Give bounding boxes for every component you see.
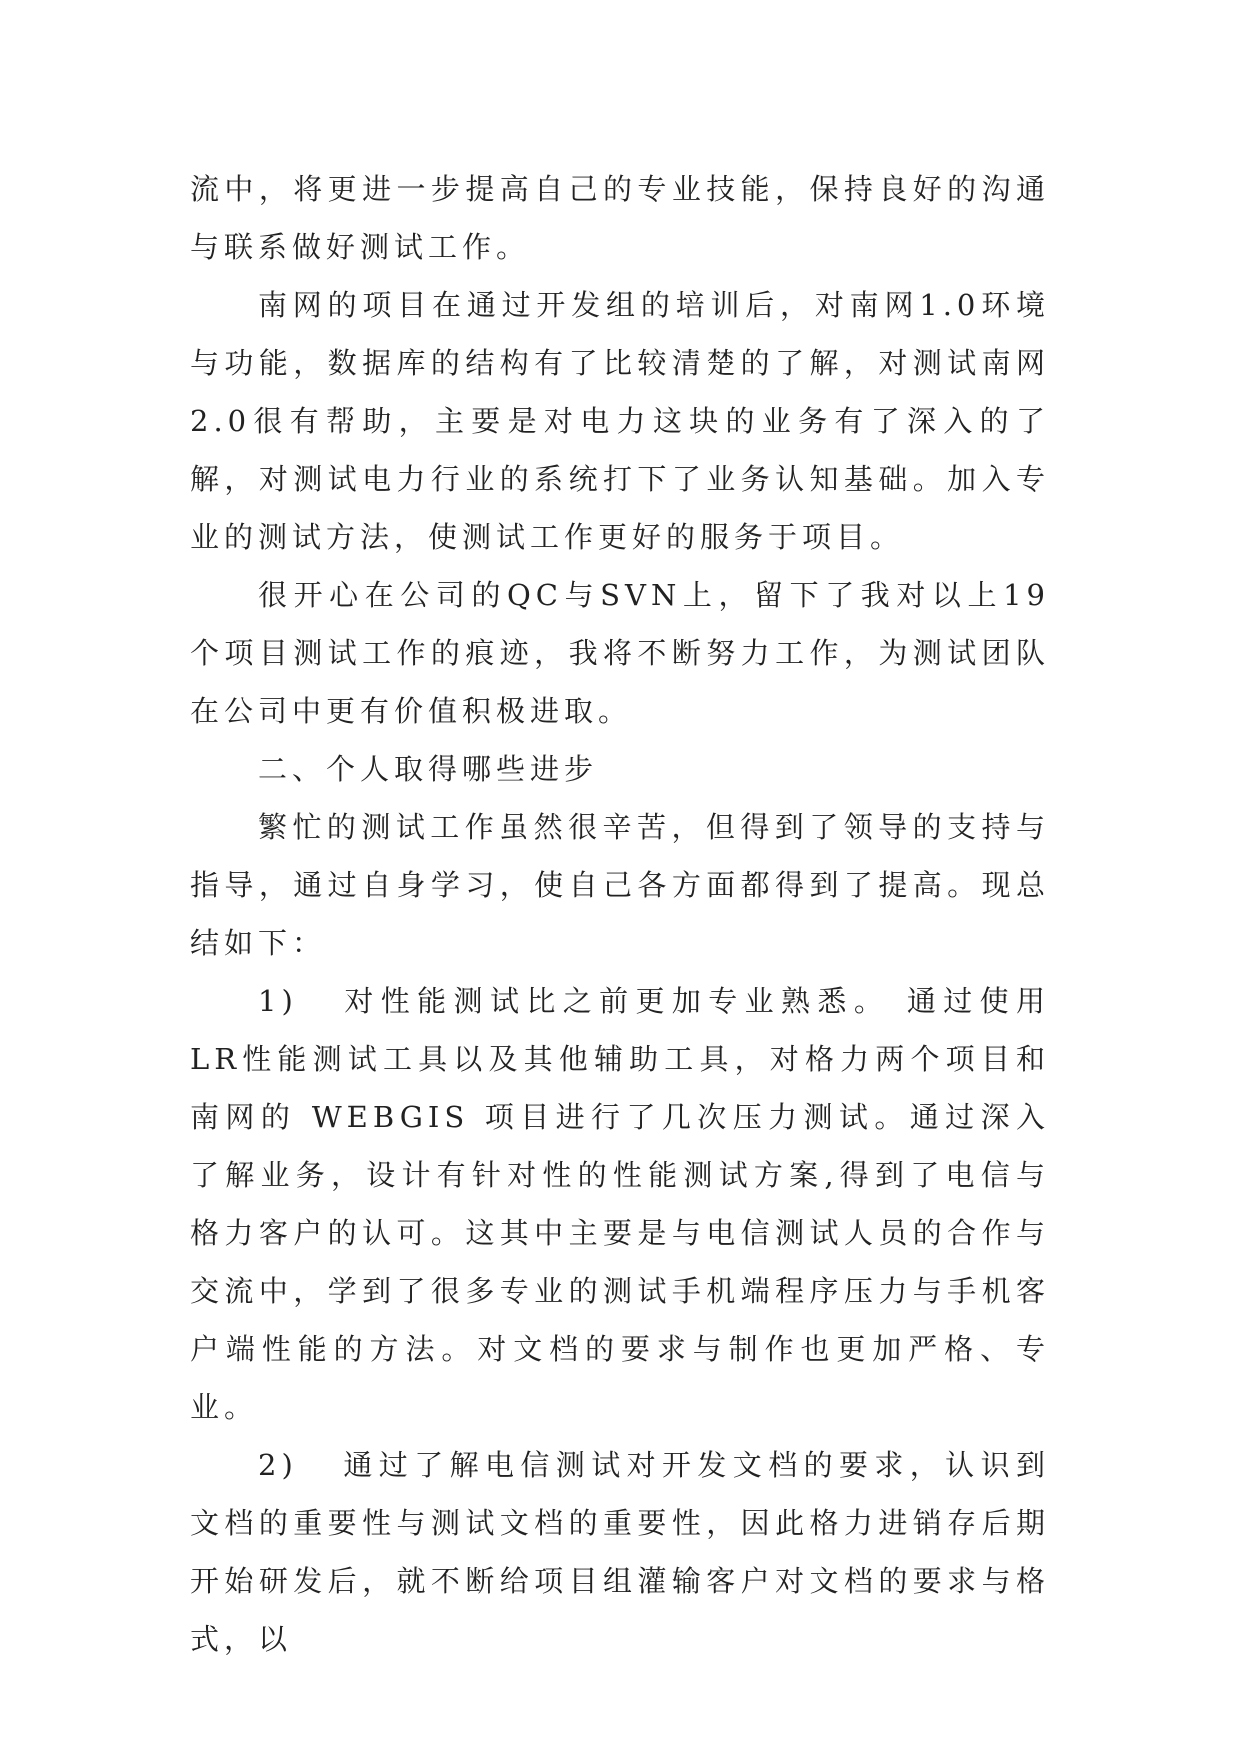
list-number: 2) (258, 1448, 298, 1482)
paragraph-summary-intro: 繁忙的测试工作虽然很辛苦，但得到了领导的支持与指导，通过自身学习，使自己各方面都得到了提高。现总结如下： (190, 810, 1050, 960)
paragraph-continuation: 流中，将更进一步提高自己的专业技能，保持良好的沟通与联系做好测试工作。 (190, 172, 1050, 264)
paragraph-qc-svn: 很开心在公司的QC与SVN上，留下了我对以上19个项目测试工作的痕迹，我将不断努力工作，为测试团队在公司中更有价值积极进取。 (190, 578, 1050, 728)
list-item-1 (190, 972, 1050, 1436)
paragraph-nanwang-project: 南网的项目在通过开发组的培训后，对南网1.0环境与功能，数据库的结构有了比较清楚的了解，对测试南网2.0很有帮助，主要是对电力这块的业务有了深入的了解，对测试电力行业的系统打下了业务认知基础。加入专业的测试方法，使测试工作更好的服务于项目。 (190, 288, 1050, 554)
document-body (190, 160, 1050, 1668)
list-item-text: 通过了解电信测试对开发文档的要求，认识到文档的重要性与测试文档的重要性，因此格力进销存后期开始研发后，就不断给项目组灌输客户对文档的要求与格式，以 (190, 1448, 1050, 1656)
list-item-2 (190, 1436, 1050, 1668)
list-item-text: 对性能测试比之前更加专业熟悉。 通过使用 LR性能测试工具以及其他辅助工具，对格力两个项目和南网的 WEBGIS 项目进行了几次压力测试。通过深入了解业务，设计有针对性的性能测试方案,得到了电信与格力客户的认可。这其中主要是与电信测试人员的合作与交流中，学到了很多专业的测试手机端程序压力与手机客户端性能的方法。对文档的要求与制作也更加严格、专业。 (190, 984, 1050, 1424)
section-heading-progress: 二、个人取得哪些进步 (258, 752, 599, 786)
list-number: 1) (258, 984, 298, 1018)
